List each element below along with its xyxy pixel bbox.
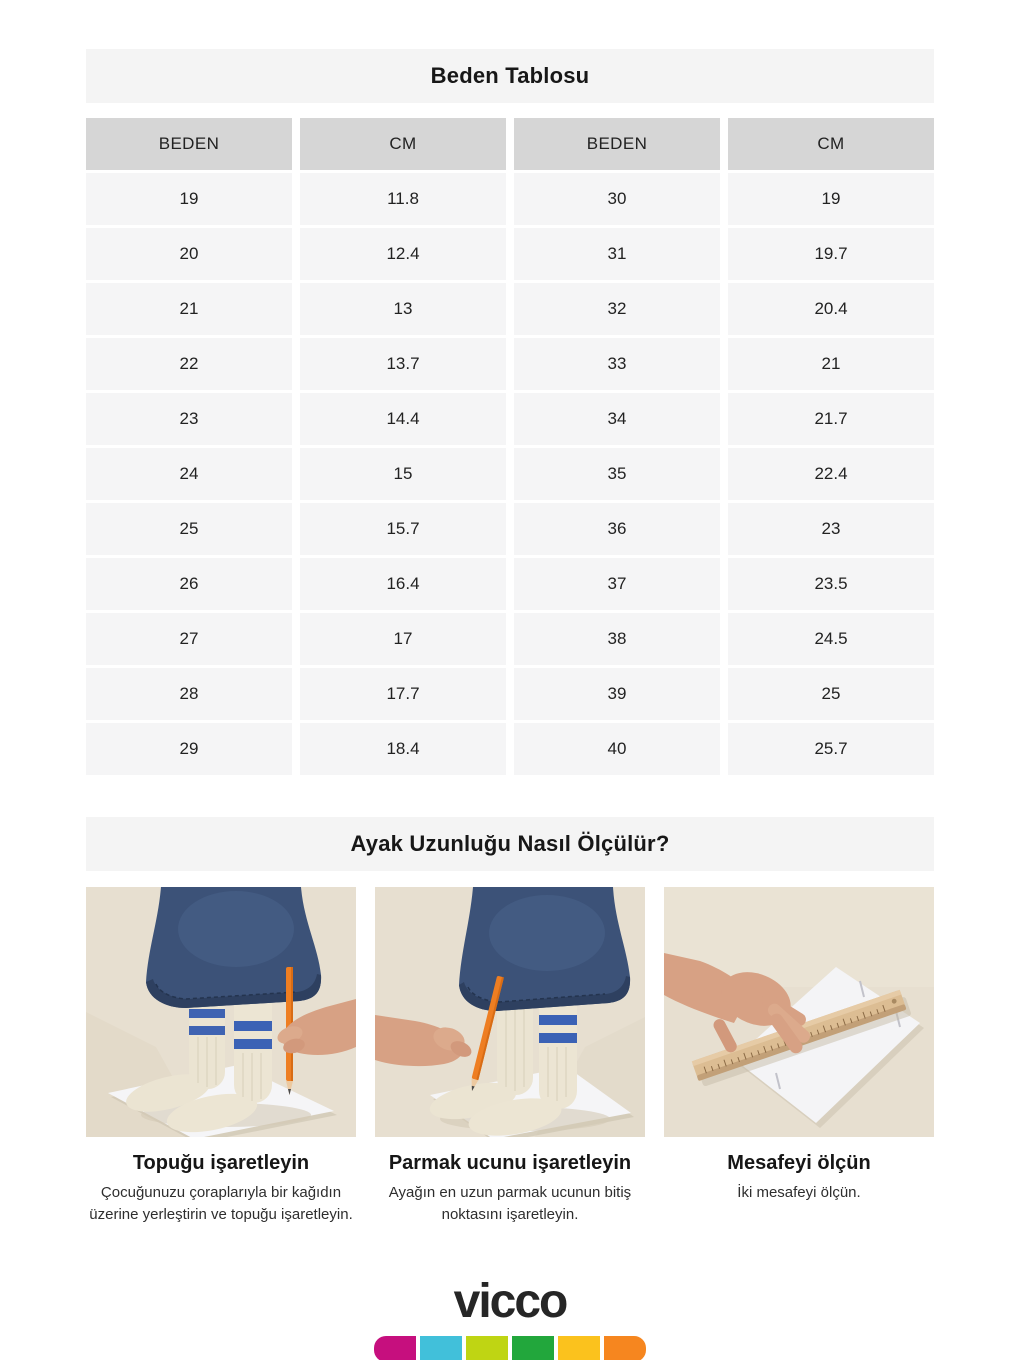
size-table-cell: 21 <box>86 283 292 335</box>
size-table <box>86 118 934 775</box>
size-table-cell: 27 <box>86 613 292 665</box>
size-table-cell: 14.4 <box>300 393 506 445</box>
size-table-header-cell: BEDEN <box>514 118 720 170</box>
step-title: Mesafeyi ölçün <box>727 1152 871 1174</box>
brand-footer <box>86 1274 934 1360</box>
size-table-cell: 25 <box>728 668 934 720</box>
size-table-cell: 33 <box>514 338 720 390</box>
step-caption-mark-toe <box>365 1152 655 1226</box>
size-table-cell: 19 <box>86 173 292 225</box>
size-table-cell: 23.5 <box>728 558 934 610</box>
measure-steps-photos <box>86 887 934 1137</box>
brand-rainbow-bar <box>374 1336 646 1360</box>
size-table-cell: 30 <box>514 173 720 225</box>
size-table-cell: 22 <box>86 338 292 390</box>
size-table-cell: 13.7 <box>300 338 506 390</box>
size-table-cell: 17.7 <box>300 668 506 720</box>
size-table-cell: 32 <box>514 283 720 335</box>
step-caption-mark-heel <box>76 1152 366 1226</box>
size-chart-title: Beden Tablosu <box>430 63 590 88</box>
size-table-cell: 15.7 <box>300 503 506 555</box>
size-table-cell: 28 <box>86 668 292 720</box>
size-table-cell: 40 <box>514 723 720 775</box>
size-table-cell: 23 <box>86 393 292 445</box>
size-table-cell: 11.8 <box>300 173 506 225</box>
step-title: Parmak ucunu işaretleyin <box>388 1152 632 1174</box>
size-table-header-cell: CM <box>300 118 506 170</box>
rainbow-segment <box>512 1336 554 1360</box>
measure-distance-photo <box>664 887 934 1137</box>
size-table-cell: 18.4 <box>300 723 506 775</box>
size-table-cell: 25.7 <box>728 723 934 775</box>
size-table-cell: 36 <box>514 503 720 555</box>
step-caption-measure-distance <box>654 1152 944 1226</box>
measure-title: Ayak Uzunluğu Nasıl Ölçülür? <box>350 831 670 856</box>
size-table-cell: 12.4 <box>300 228 506 280</box>
size-table-cell: 21.7 <box>728 393 934 445</box>
size-table-cell: 23 <box>728 503 934 555</box>
rainbow-segment <box>374 1336 416 1360</box>
size-table-cell: 19.7 <box>728 228 934 280</box>
size-table-cell: 24 <box>86 448 292 500</box>
mark-heel-photo <box>86 887 356 1137</box>
step-description: Ayağın en uzun parmak ucunun bitiş noktasını işaretleyin. <box>388 1184 632 1223</box>
rainbow-segment <box>420 1336 462 1360</box>
size-table-cell: 15 <box>300 448 506 500</box>
size-table-cell: 13 <box>300 283 506 335</box>
rainbow-segment <box>558 1336 600 1360</box>
size-table-cell: 24.5 <box>728 613 934 665</box>
size-table-cell: 34 <box>514 393 720 445</box>
size-table-cell: 39 <box>514 668 720 720</box>
size-table-cell: 20 <box>86 228 292 280</box>
size-table-cell: 17 <box>300 613 506 665</box>
step-description: Çocuğunuzu çoraplarıyla bir kağıdın üzerine yerleştirin ve topuğu işaretleyin. <box>89 1184 353 1223</box>
brand-logo: vicco <box>453 1274 567 1328</box>
size-table-cell: 21 <box>728 338 934 390</box>
size-table-cell: 26 <box>86 558 292 610</box>
size-chart-title-bar <box>86 49 934 103</box>
size-table-cell: 38 <box>514 613 720 665</box>
mark-toe-photo <box>375 887 645 1137</box>
step-description: İki mesafeyi ölçün. <box>737 1184 861 1201</box>
size-table-cell: 25 <box>86 503 292 555</box>
size-table-cell: 31 <box>514 228 720 280</box>
size-table-cell: 35 <box>514 448 720 500</box>
size-table-cell: 22.4 <box>728 448 934 500</box>
step-title: Topuğu işaretleyin <box>132 1152 310 1174</box>
rainbow-segment <box>604 1336 646 1360</box>
measure-title-bar <box>86 817 934 871</box>
size-table-cell: 16.4 <box>300 558 506 610</box>
size-table-cell: 37 <box>514 558 720 610</box>
size-table-cell: 29 <box>86 723 292 775</box>
rainbow-segment <box>466 1336 508 1360</box>
size-table-cell: 19 <box>728 173 934 225</box>
measure-steps-captions <box>86 1152 934 1226</box>
size-table-cell: 20.4 <box>728 283 934 335</box>
size-table-header-cell: BEDEN <box>86 118 292 170</box>
size-table-header-cell: CM <box>728 118 934 170</box>
